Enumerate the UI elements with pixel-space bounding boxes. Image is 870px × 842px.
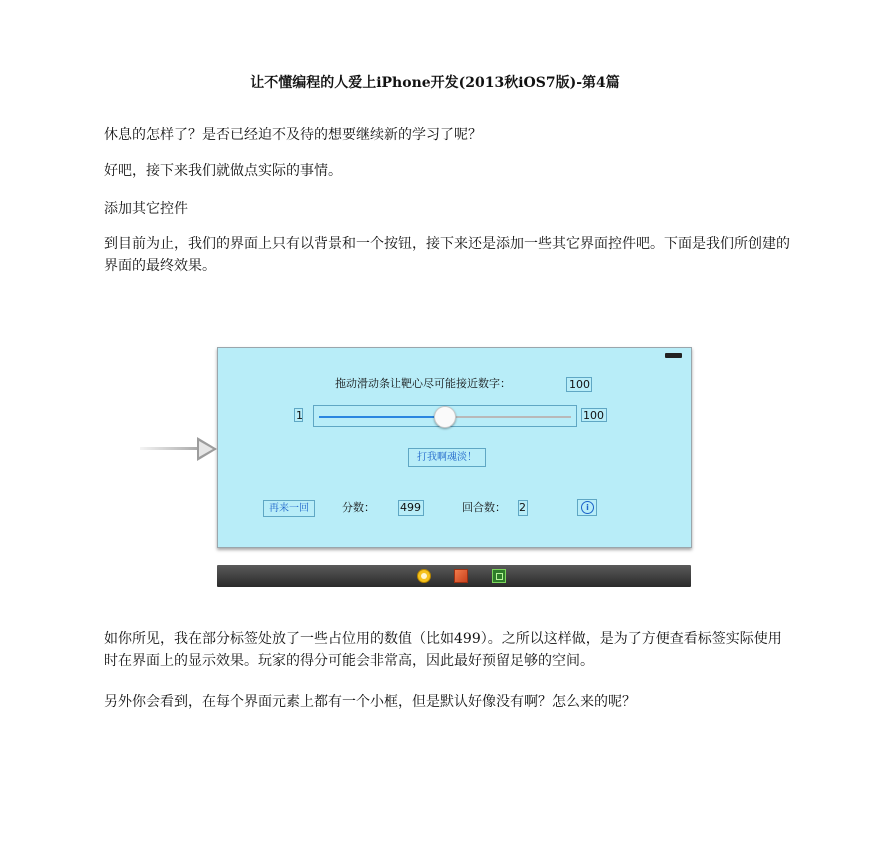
round-value-label: 2	[519, 501, 526, 514]
paragraph-intro: 休息的怎样了？是否已经迫不及待的想要继续新的学习了呢？	[104, 127, 482, 143]
section-heading: 添加其它控件	[104, 201, 188, 217]
info-button[interactable]	[577, 499, 597, 516]
target-value-label: 100	[566, 377, 592, 392]
hit-me-button[interactable]: 打我啊魂淡！	[408, 448, 486, 467]
info-icon: i	[581, 501, 594, 514]
paragraph-next: 好吧，接下来我们就做点实际的事情。	[104, 163, 342, 179]
slider-thumb[interactable]	[434, 406, 456, 428]
entry-arrow-line	[140, 447, 200, 450]
slider-track-rest	[445, 416, 571, 418]
slider-min-label: 1	[296, 409, 303, 422]
first-responder-icon[interactable]	[417, 569, 431, 583]
object-cube-icon[interactable]	[454, 569, 468, 583]
paragraph-frames-question: 另外你会看到，在每个界面元素上都有一个小框，但是默认好像没有啊？怎么来的呢？	[104, 694, 636, 710]
exit-icon[interactable]	[492, 569, 506, 583]
entry-arrow-inner	[199, 441, 213, 457]
paragraph-placeholder-values: 如你所见，我在部分标签处放了一些占位用的数值（比如499）。之所以这样做，是为了方便查看标签实际使用时在界面上的显示效果。玩家的得分可能会非常高，因此最好预留足够的空间。	[104, 631, 782, 669]
score-value-label: 499	[398, 500, 424, 516]
start-over-button[interactable]: 再来一回	[263, 500, 315, 517]
scene-dock	[217, 565, 691, 587]
battery-icon	[665, 353, 682, 358]
paragraph-description: 到目前为止，我们的界面上只有以背景和一个按钮，接下来还是添加一些其它界面控件吧。下面是我们所创建的界面的最终效果。	[104, 236, 790, 274]
bullseye-slider[interactable]	[313, 405, 577, 427]
slider-max-label: 100	[581, 408, 607, 422]
document-title: 让不懂编程的人爱上iPhone开发(2013秋iOS7版)-第4篇	[250, 75, 620, 91]
score-label: 分数：	[342, 501, 375, 514]
storyboard-scene	[217, 347, 692, 548]
slider-track-fill	[319, 416, 445, 418]
prompt-label: 拖动滑动条让靶心尽可能接近数字：	[335, 377, 511, 390]
round-label: 回合数：	[462, 501, 506, 514]
